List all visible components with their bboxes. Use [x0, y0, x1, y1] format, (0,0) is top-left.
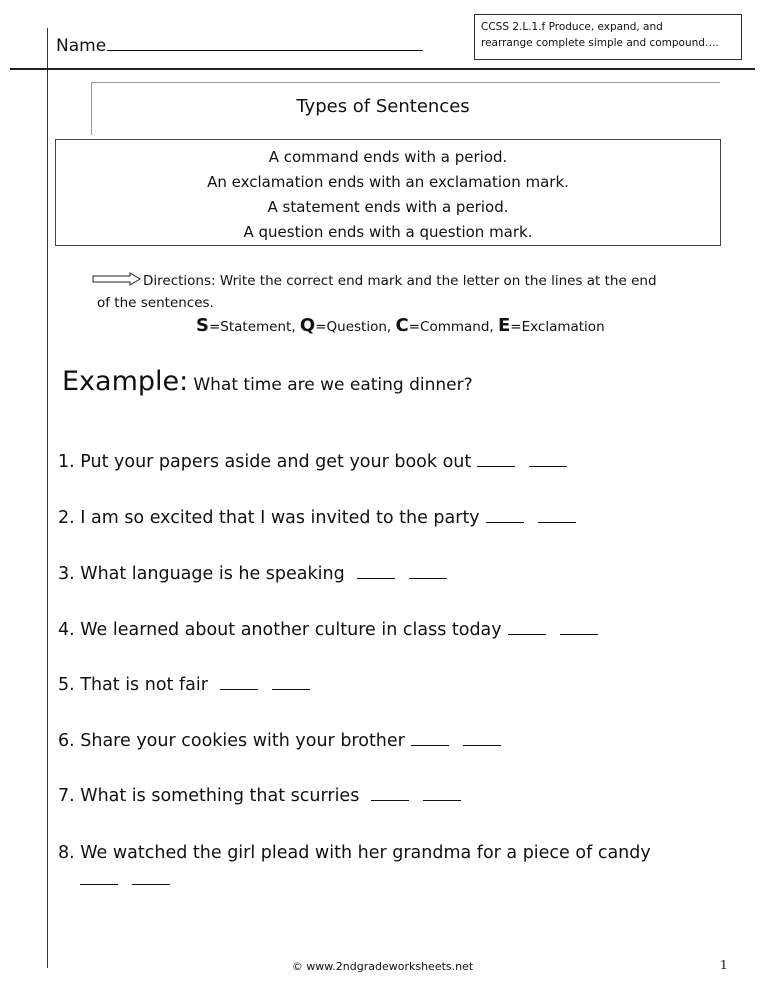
example-label: Example: — [62, 366, 189, 397]
sentence-text: 4. We learned about another culture in class today — [58, 620, 502, 640]
directions — [97, 270, 697, 314]
key-letter: E — [498, 315, 511, 336]
list-item — [58, 731, 501, 751]
key-text: =Statement, — [208, 319, 300, 335]
key-text: =Exclamation — [510, 319, 605, 335]
name-field — [56, 36, 423, 56]
standard-line-1: CCSS 2.L.1.f Produce, expand, and — [481, 21, 663, 33]
answer-key — [196, 315, 605, 336]
worksheet-title: Types of Sentences — [296, 96, 470, 117]
letter-blank[interactable] — [463, 731, 501, 746]
key-letter: S — [196, 315, 209, 336]
list-item-blanks — [80, 870, 170, 889]
list-item — [58, 675, 310, 695]
list-item — [58, 508, 576, 528]
sentence-text: 7. What is something that scurries — [58, 786, 360, 806]
list-item — [58, 452, 567, 472]
sentence-text: 2. I am so excited that I was invited to the party — [58, 508, 480, 528]
end-mark-blank[interactable] — [411, 731, 449, 746]
end-mark-blank[interactable] — [371, 786, 409, 801]
key-letter: Q — [299, 315, 316, 336]
margin-line — [47, 28, 48, 968]
rule-line: A statement ends with a period. — [267, 198, 509, 216]
name-label: Name — [56, 36, 107, 56]
copyright-footer: © www.2ndgradeworksheets.net — [291, 960, 474, 973]
standard-line-2: rearrange complete simple and compound…. — [481, 37, 719, 49]
letter-blank[interactable] — [132, 870, 170, 885]
rules-box — [55, 139, 721, 246]
key-letter: C — [395, 315, 409, 336]
example-text: What time are we eating dinner? — [193, 375, 473, 395]
standard-box — [474, 14, 742, 60]
end-mark-blank[interactable] — [220, 675, 258, 690]
directions-line-2: of the sentences. — [97, 295, 214, 311]
sentence-text: 8. We watched the girl plead with her grandma for a piece of candy — [58, 843, 651, 863]
header-divider — [10, 68, 755, 70]
sentence-text: 1. Put your papers aside and get your book out — [58, 452, 472, 472]
letter-blank[interactable] — [409, 564, 447, 579]
end-mark-blank[interactable] — [357, 564, 395, 579]
list-item — [58, 620, 598, 640]
rule-line: A command ends with a period. — [268, 148, 508, 166]
list-item — [58, 564, 447, 584]
rule-line: An exclamation ends with an exclamation mark. — [207, 173, 569, 191]
key-text: =Question, — [315, 319, 396, 335]
list-item — [58, 843, 651, 863]
end-mark-blank[interactable] — [486, 508, 524, 523]
key-text: =Command, — [408, 319, 498, 335]
list-item — [58, 786, 461, 806]
end-mark-blank[interactable] — [477, 452, 515, 467]
name-blank-line[interactable] — [107, 36, 423, 51]
letter-blank[interactable] — [560, 620, 598, 635]
letter-blank[interactable] — [529, 452, 567, 467]
letter-blank[interactable] — [538, 508, 576, 523]
sentence-text: 6. Share your cookies with your brother — [58, 731, 405, 751]
example — [62, 366, 473, 397]
end-mark-blank[interactable] — [508, 620, 546, 635]
sentence-text: 5. That is not fair — [58, 675, 208, 695]
directions-line-1: Directions: Write the correct end mark and the letter on the lines at the end — [143, 273, 657, 289]
rule-line: A question ends with a question mark. — [243, 223, 533, 241]
page-number: 1 — [720, 958, 728, 972]
end-mark-blank[interactable] — [80, 870, 118, 885]
sentence-text: 3. What language is he speaking — [58, 564, 345, 584]
letter-blank[interactable] — [272, 675, 310, 690]
letter-blank[interactable] — [423, 786, 461, 801]
